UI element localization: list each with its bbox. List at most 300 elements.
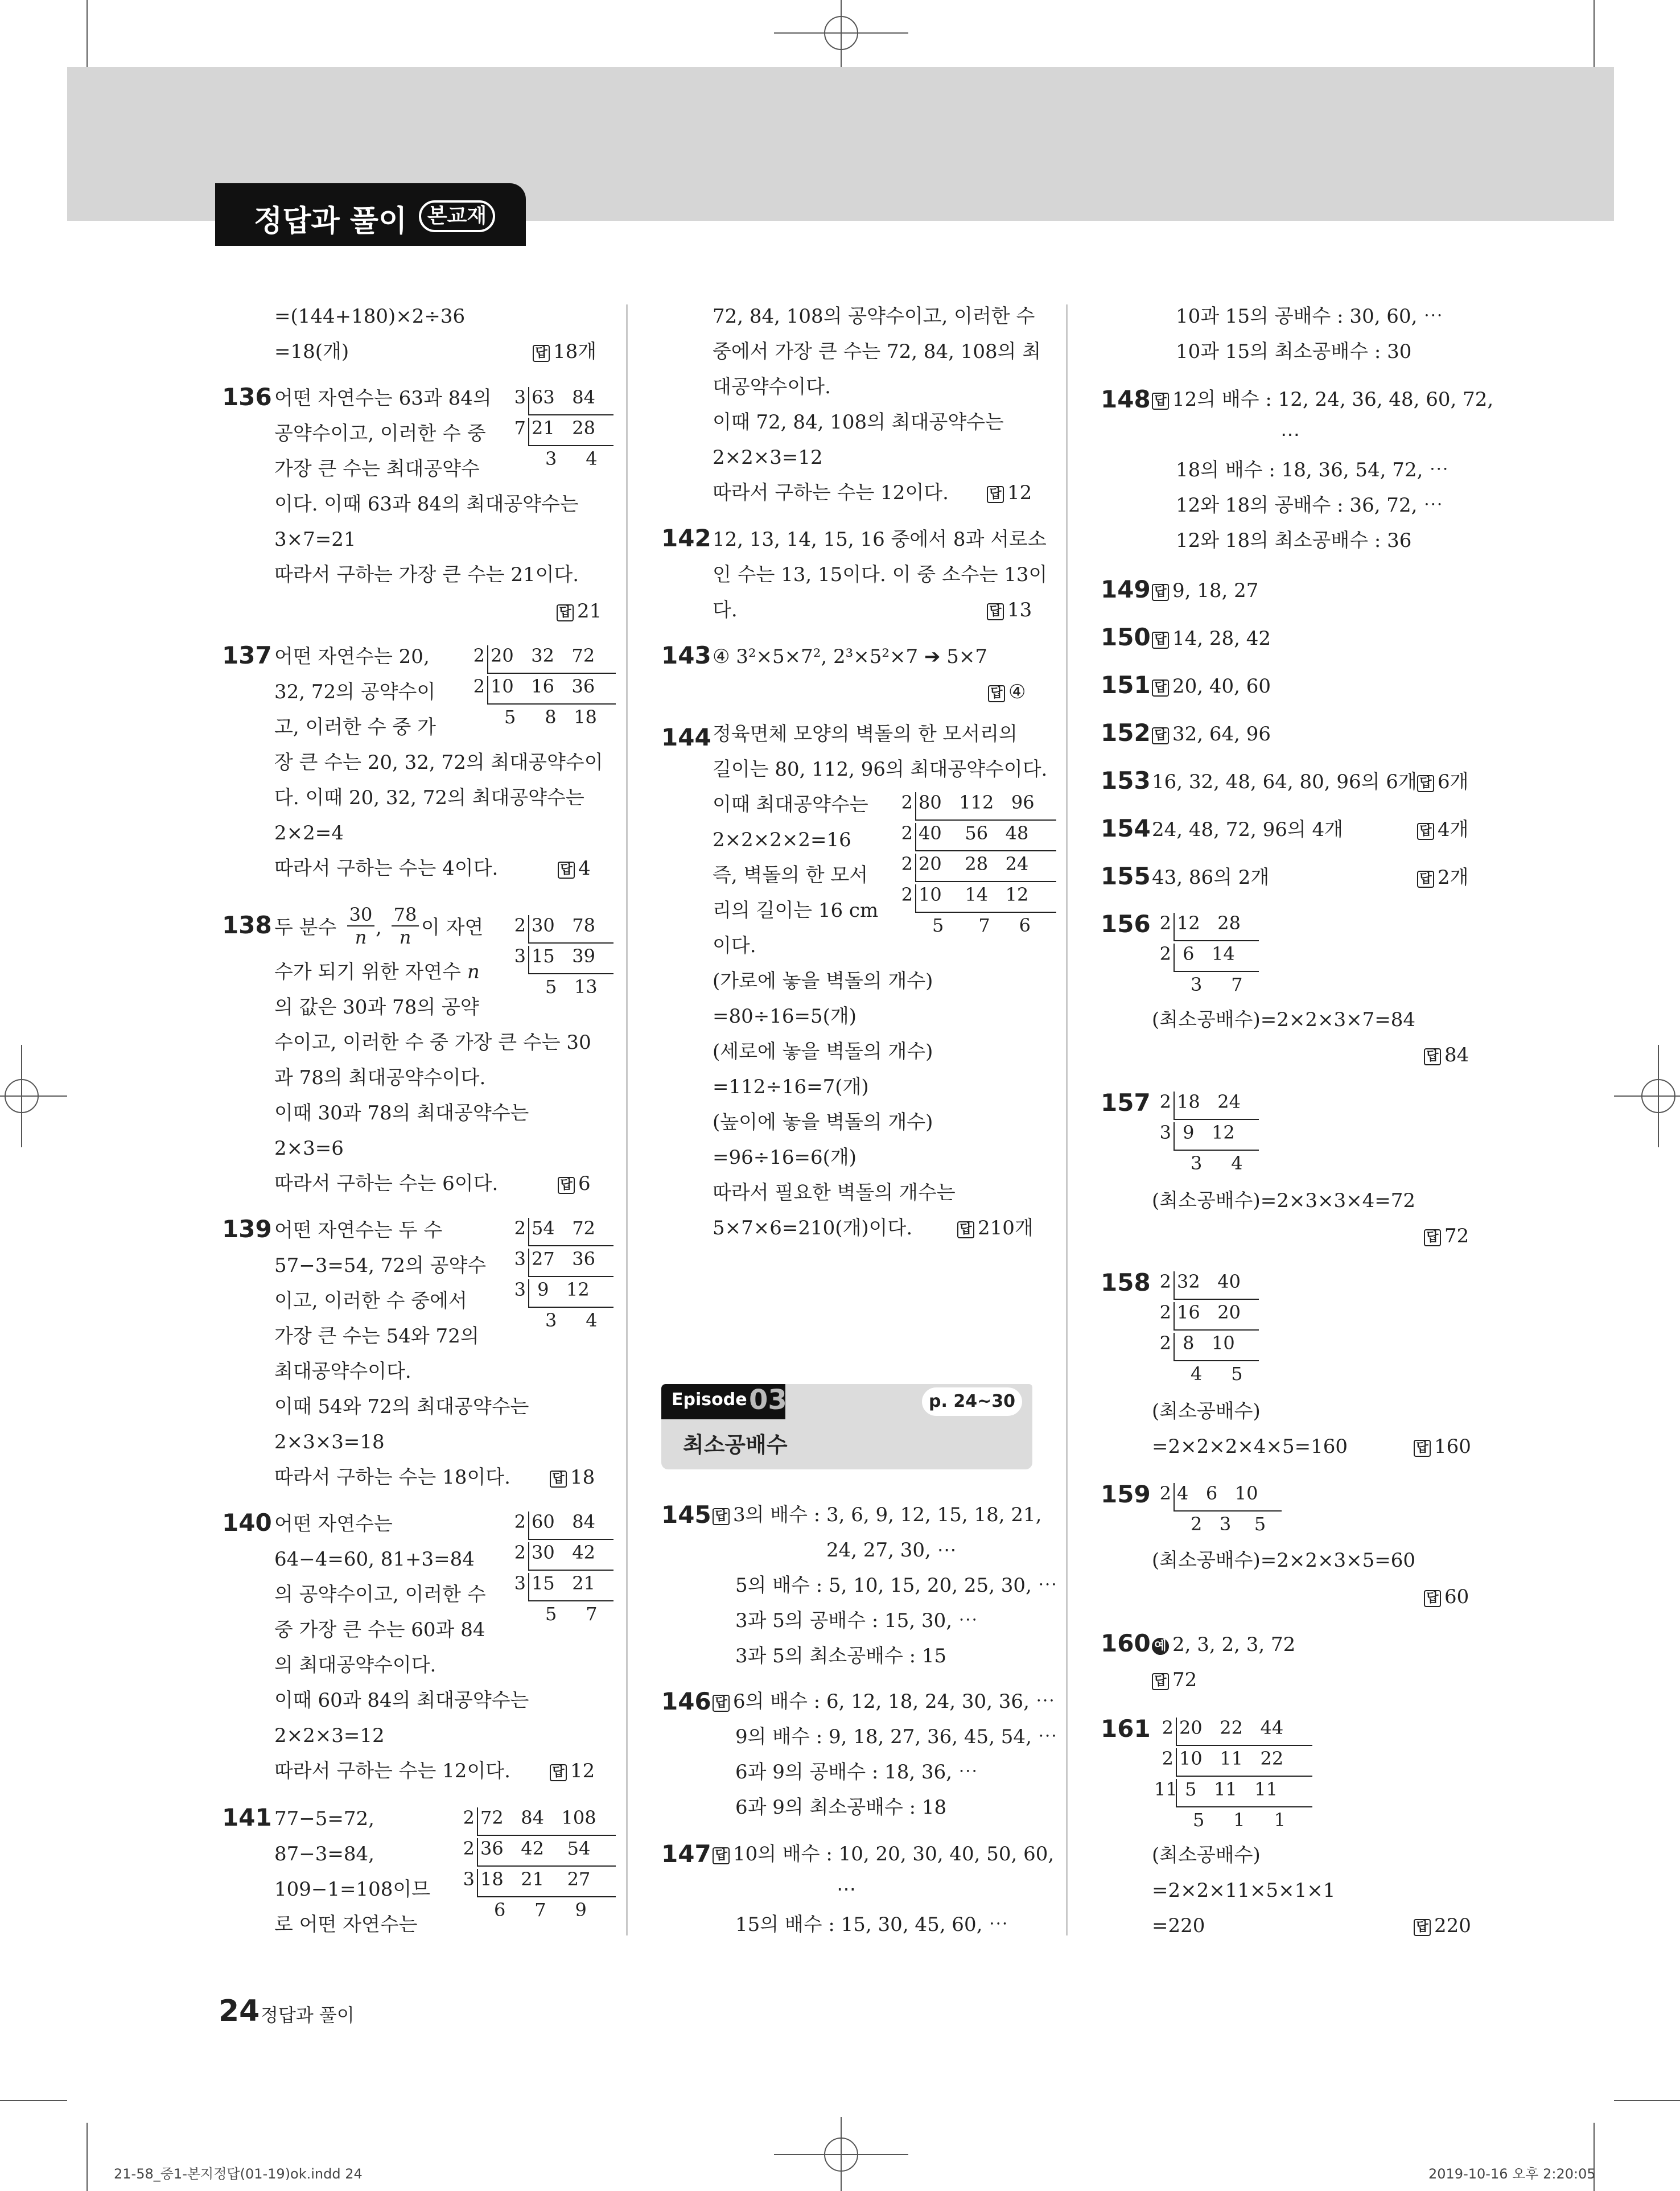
text-line: 따라서 구하는 가장 큰 수는 21이다. — [274, 563, 579, 586]
text-line: 따라서 필요한 벽돌의 개수는 — [713, 1181, 956, 1204]
problem-number: 143 — [661, 641, 711, 669]
text-line: 공약수이고, 이러한 수 중 — [274, 422, 486, 445]
text-line: 2×2=4 — [274, 822, 344, 845]
problem-number: 142 — [661, 524, 711, 552]
quotient-values: 12 28 — [1177, 912, 1241, 934]
quotient-values: 30 78 — [532, 915, 595, 936]
text-line: 18의 배수 : 18, 36, 54, 72, ⋯ — [1176, 459, 1449, 481]
division-row — [1152, 974, 1243, 1005]
text-line: =(144+180)×2÷36 — [274, 305, 466, 328]
answer — [1417, 866, 1468, 889]
text-line: 9의 배수 : 9, 18, 27, 36, 45, 54, ⋯ — [735, 1725, 1057, 1748]
division-underline — [528, 973, 613, 974]
answer-mark-icon: 답 — [550, 1764, 567, 1781]
text-line: 수이고, 이러한 수 중 가장 큰 수는 30 — [274, 1031, 591, 1054]
division-row — [1152, 1271, 1243, 1302]
text-span: 3의 배수 : 3, 6, 9, 12, 15, 18, 21, — [733, 1504, 1042, 1526]
text-span: 수가 되기 위한 자연수 — [274, 961, 462, 983]
division-underline — [477, 1896, 616, 1897]
quotient-values: 54 72 — [532, 1217, 595, 1239]
division-row — [1152, 1153, 1243, 1184]
text-line: ⋯ — [837, 1878, 856, 1901]
division-bracket — [528, 1279, 529, 1308]
answer-mark-icon: 답 — [987, 603, 1004, 620]
problem-number: 149 — [1101, 575, 1151, 603]
division-row — [455, 1838, 596, 1869]
answer-value: 84 — [1444, 1044, 1469, 1066]
division-bracket — [915, 884, 916, 913]
quotient-values: 20 32 72 — [491, 645, 595, 666]
crop-mark — [87, 2123, 88, 2191]
quotient-values: 16 20 — [1177, 1302, 1241, 1323]
text-line: 2×2×2×2=16 — [713, 829, 851, 851]
division-bracket — [1173, 913, 1175, 941]
text-span: 10의 배수 : 10, 20, 30, 40, 50, 60, — [733, 1843, 1055, 1865]
quotient-values: 4 6 10 — [1177, 1482, 1258, 1504]
answer-mark-icon: 답 — [1152, 632, 1169, 649]
text-line: 따라서 구하는 수는 4이다. — [274, 857, 499, 880]
text-line: 57−3=54, 72의 공약수 — [274, 1254, 487, 1277]
text-line: 32, 72의 공약수이 — [274, 681, 436, 703]
answer-value: 72 — [1444, 1225, 1469, 1247]
answer-mark-icon: 답 — [713, 1508, 730, 1525]
answer-value: 4개 — [1438, 818, 1469, 841]
quotient-values: 6 14 — [1177, 943, 1235, 965]
text-line: 2×2×3=12 — [713, 446, 823, 469]
division-bracket — [487, 676, 488, 705]
division-row — [507, 1310, 598, 1341]
division-bracket — [528, 418, 529, 446]
division-ladder — [507, 387, 598, 479]
division-row — [1154, 1810, 1286, 1840]
division-underline — [915, 912, 1056, 913]
answer-value: 12 — [570, 1760, 595, 1782]
division-row — [893, 915, 1035, 946]
problem-number: 147 — [661, 1840, 711, 1868]
division-ladder — [507, 915, 598, 1007]
text-line: 의 값은 30과 78의 공약 — [274, 996, 479, 1019]
division-row — [455, 1869, 596, 1900]
division-underline — [528, 1307, 613, 1308]
divisor: 2 — [901, 884, 913, 905]
division-underline — [477, 1835, 616, 1836]
division-row — [893, 823, 1035, 854]
text-line: 12와 18의 최소공배수 : 36 — [1176, 529, 1412, 552]
division-row — [507, 1604, 598, 1634]
text-line: 따라서 구하는 수는 12이다. — [713, 481, 949, 504]
answer-mark-icon: 답 — [957, 1221, 974, 1238]
problem-number: 144 — [661, 723, 711, 751]
division-bracket — [915, 854, 916, 882]
text-line — [713, 1690, 1055, 1713]
fraction — [347, 904, 374, 948]
divisor: 3 — [514, 1248, 526, 1270]
text-line: 대공약수이다. — [713, 376, 831, 398]
divisor: 3 — [1159, 1122, 1171, 1143]
answer-value: 21 — [577, 600, 602, 623]
problem-number: 160 — [1101, 1629, 1151, 1657]
division-underline — [477, 1865, 616, 1867]
divisor: 2 — [514, 1511, 526, 1533]
division-bracket — [477, 1869, 478, 1897]
answer-mark-icon: 답 — [987, 486, 1004, 503]
division-row — [455, 1807, 596, 1838]
quotient-values: 30 42 — [532, 1542, 595, 1563]
answer — [957, 1217, 1033, 1239]
problem-number: 155 — [1101, 862, 1151, 890]
text-line: 길이는 80, 112, 96의 최대공약수이다. — [713, 758, 1048, 781]
text-line: 이때 54와 72의 최대공약수는 — [274, 1395, 529, 1418]
text-span: 12의 배수 : 12, 24, 36, 48, 60, 72, — [1172, 388, 1494, 411]
text-line: 최대공약수이다. — [274, 1360, 411, 1383]
text-line: 5의 배수 : 5, 10, 15, 20, 25, 30, ⋯ — [735, 1574, 1057, 1597]
quotient-values: 80 112 96 — [919, 792, 1035, 813]
text-line: 2×3=6 — [274, 1137, 344, 1160]
text-line: 5×7×6=210(개)이다. — [713, 1217, 913, 1239]
division-row — [893, 854, 1035, 884]
quotient-values: 10 11 22 — [1179, 1748, 1284, 1769]
division-row — [466, 707, 597, 738]
division-ladder — [455, 1807, 596, 1930]
text-line: (높이에 놓을 벽돌의 개수) — [713, 1111, 933, 1134]
answer-value: 18 — [570, 1466, 595, 1489]
text-line: 이다. — [713, 934, 756, 957]
division-ladder — [507, 1512, 598, 1634]
answer — [987, 481, 1032, 504]
division-row — [1152, 944, 1243, 974]
text-line: 다. 이때 20, 32, 72의 최대공약수는 — [274, 786, 584, 809]
division-row — [1152, 1302, 1243, 1333]
text-line — [1152, 1633, 1295, 1656]
crop-mark — [87, 0, 88, 67]
divisor: 2 — [473, 645, 485, 666]
footer-label: 정답과 풀이 — [261, 2004, 355, 2026]
quotient-values: 18 21 27 — [480, 1868, 591, 1890]
division-underline — [1176, 1806, 1312, 1807]
divisor: 2 — [473, 676, 485, 697]
division-bracket — [487, 645, 488, 674]
registration-line — [841, 2117, 842, 2191]
answer-mark-icon: 답 — [558, 862, 575, 879]
divisor: 2 — [514, 1542, 526, 1563]
text-line: (가로에 놓을 벽돌의 개수) — [713, 970, 933, 992]
division-row — [507, 946, 598, 977]
answer-mark-icon: 답 — [1152, 584, 1169, 601]
division-bracket — [528, 1512, 529, 1540]
text-line: 24, 48, 72, 96의 4개 — [1152, 818, 1344, 841]
text-span: 20, 40, 60 — [1172, 675, 1271, 698]
fraction — [392, 904, 419, 948]
registration-line — [0, 1096, 67, 1097]
episode-number: 03 — [749, 1384, 787, 1416]
answer — [533, 340, 596, 363]
text-line: 가장 큰 수는 최대공약수 — [274, 458, 480, 480]
answer — [988, 681, 1026, 703]
division-row — [1154, 1718, 1286, 1748]
division-underline — [1173, 1510, 1282, 1512]
text-line: 다. — [713, 599, 738, 621]
divisor: 2 — [1162, 1717, 1173, 1739]
division-row — [455, 1900, 596, 1930]
divisor: 2 — [1159, 1482, 1171, 1504]
answer-value: 12 — [1007, 481, 1032, 504]
division-underline — [487, 673, 616, 674]
division-underline — [528, 1600, 613, 1601]
problem-number: 158 — [1101, 1269, 1151, 1296]
quotient-values: 5 8 18 — [504, 706, 597, 728]
text-line: 고, 이러한 수 중 가 — [274, 716, 436, 739]
quotient-values: 32 40 — [1177, 1271, 1241, 1292]
problem-number: 136 — [222, 383, 272, 411]
division-bracket — [477, 1807, 478, 1836]
quotient-values: 10 14 12 — [919, 884, 1029, 905]
text-line: 인 수는 13, 15이다. 이 중 소수는 13이 — [713, 563, 1048, 586]
division-bracket — [528, 1218, 529, 1246]
division-underline — [1173, 971, 1259, 972]
text-line: (최소공배수) — [1152, 1844, 1261, 1867]
division-underline — [915, 819, 1056, 821]
column-divider — [626, 304, 628, 1935]
example-mark-icon: 예 — [1152, 1638, 1169, 1655]
division-bracket — [1173, 1483, 1175, 1512]
division-row — [466, 645, 597, 676]
text-line: (최소공배수)=2×3×3×4=72 — [1152, 1189, 1415, 1212]
answer — [1417, 771, 1468, 793]
registration-line — [21, 1045, 22, 1147]
text-line: 어떤 자연수는 — [274, 1513, 393, 1535]
text-line: 16, 32, 48, 64, 80, 96의 6개 — [1152, 771, 1417, 793]
text-line: (최소공배수) — [1152, 1400, 1261, 1423]
divisor: 11 — [1154, 1778, 1177, 1800]
text-line: (세로에 놓을 벽돌의 개수) — [713, 1040, 933, 1063]
quotient-values: 3 4 — [1191, 1152, 1243, 1174]
answer — [1152, 1669, 1197, 1691]
episode-title: 최소공배수 — [683, 1432, 788, 1457]
problem-number: 150 — [1101, 623, 1151, 651]
divisor: 7 — [514, 417, 526, 439]
division-row — [466, 676, 597, 707]
division-ladder — [1152, 1483, 1266, 1545]
text-line: 로 어떤 자연수는 — [274, 1913, 418, 1936]
quotient-values: 18 24 — [1177, 1091, 1241, 1113]
text-line — [713, 1843, 1054, 1865]
text-line: 이때 60과 84의 최대공약수는 — [274, 1689, 529, 1712]
divisor: 2 — [901, 792, 913, 813]
answer — [1424, 1585, 1469, 1608]
quotient-values: 9 12 — [1177, 1122, 1235, 1143]
text-line: 3과 5의 최소공배수 : 15 — [735, 1645, 947, 1667]
division-ladder — [466, 645, 597, 738]
text-line — [1152, 723, 1271, 746]
text-line: 10과 15의 공배수 : 30, 60, ⋯ — [1176, 305, 1443, 328]
division-row — [893, 792, 1035, 823]
divisor: 2 — [901, 853, 913, 875]
division-ladder — [1152, 1092, 1243, 1184]
answer-mark-icon: 답 — [1414, 1919, 1431, 1936]
division-row — [1152, 1514, 1266, 1545]
divisor: 3 — [514, 386, 526, 408]
registration-line — [1658, 1045, 1659, 1147]
divisor: 2 — [514, 915, 526, 936]
division-row — [507, 1512, 598, 1542]
answer-mark-icon: 답 — [550, 1471, 567, 1488]
text-line: =2×2×11×5×1×1 — [1152, 1879, 1336, 1902]
problem-number: 146 — [661, 1687, 711, 1715]
problem-number: 138 — [222, 911, 272, 939]
division-bracket — [1173, 1092, 1175, 1120]
registration-line — [1614, 1096, 1680, 1097]
text-line: ⋯ — [1280, 423, 1300, 446]
answer-value: 13 — [1007, 599, 1032, 621]
text-line — [713, 1504, 1042, 1526]
episode-pages: p. 24~30 — [922, 1387, 1022, 1416]
division-bracket — [528, 1573, 529, 1601]
answer-mark-icon: 답 — [558, 1177, 575, 1194]
answer-mark-icon: 답 — [1152, 679, 1169, 697]
text-line: =2×2×2×4×5=160 — [1152, 1435, 1348, 1458]
division-row — [507, 1573, 598, 1604]
division-bracket — [1173, 1271, 1175, 1300]
text-line: =18(개) — [274, 340, 349, 363]
division-underline — [528, 942, 613, 944]
text-line — [274, 961, 480, 983]
text-line: 중 가장 큰 수는 60과 84 — [274, 1618, 485, 1641]
divisor: 3 — [514, 1572, 526, 1594]
division-row — [507, 448, 598, 479]
quotient-values: 8 10 — [1177, 1332, 1235, 1354]
division-bracket — [1176, 1718, 1177, 1746]
answer-value: 6 — [578, 1172, 591, 1195]
division-row — [1152, 1333, 1243, 1364]
answer-mark-icon: 답 — [1414, 1440, 1431, 1457]
answer-value: 4 — [578, 857, 591, 880]
division-row — [1152, 913, 1243, 944]
text-line: 중에서 가장 큰 수는 72, 84, 108의 최 — [713, 340, 1041, 363]
quotient-values: 5 13 — [545, 976, 598, 998]
division-row — [507, 977, 598, 1007]
problem-number: 137 — [222, 641, 272, 669]
text-line: 12, 13, 14, 15, 16 중에서 8과 서로소 — [713, 528, 1047, 551]
answer — [550, 1466, 595, 1489]
divisor: 2 — [463, 1838, 475, 1859]
division-ladder — [1152, 913, 1243, 1005]
text-line: 이때 72, 84, 108의 최대공약수는 — [713, 411, 1004, 434]
text-line: 의 최대공약수이다. — [274, 1654, 437, 1677]
quotient-values: 3 7 — [1191, 974, 1243, 995]
answer — [1414, 1435, 1471, 1458]
division-bracket — [528, 915, 529, 944]
division-bracket — [1173, 944, 1175, 972]
answer-mark-icon: 답 — [988, 685, 1005, 702]
text-line: =220 — [1152, 1914, 1205, 1937]
division-row — [507, 1279, 598, 1310]
answer-mark-icon: 답 — [1417, 775, 1434, 792]
divisor: 2 — [1159, 1302, 1171, 1323]
text-line: 43, 86의 2개 — [1152, 866, 1270, 889]
text-line: 어떤 자연수는 63과 84의 — [274, 387, 492, 410]
division-bracket — [477, 1838, 478, 1867]
problem-number: 161 — [1101, 1715, 1151, 1743]
division-bracket — [1173, 1333, 1175, 1361]
quotient-values: 63 84 — [532, 386, 595, 408]
answer-mark-icon: 답 — [1152, 1673, 1169, 1690]
division-row — [507, 1249, 598, 1279]
divisor: 2 — [1159, 1332, 1171, 1354]
division-underline — [528, 1539, 613, 1540]
division-underline — [1173, 1360, 1259, 1361]
text-line: 2×2×3=12 — [274, 1724, 385, 1747]
divisor: 2 — [1159, 1091, 1171, 1113]
answer-mark-icon: 답 — [713, 1695, 730, 1712]
text-line: 12와 18의 공배수 : 36, 72, ⋯ — [1176, 494, 1443, 517]
division-underline — [915, 881, 1056, 882]
text-line — [1152, 627, 1271, 650]
text-line — [1152, 579, 1258, 602]
text-line: 64−4=60, 81+3=84 — [274, 1548, 475, 1571]
print-timestamp: 2019-10-16 오후 2:20:05 — [1428, 2166, 1596, 2182]
answer-mark-icon: 답 — [1424, 1048, 1441, 1065]
text-span: 9, 18, 27 — [1172, 579, 1259, 602]
problem-number: 152 — [1101, 719, 1151, 747]
text-line: =112÷16=7(개) — [713, 1076, 869, 1098]
registration-line — [841, 0, 842, 67]
quotient-values: 3 4 — [545, 448, 598, 470]
divisor: 3 — [463, 1868, 475, 1890]
text-line: 24, 27, 30, ⋯ — [826, 1539, 957, 1562]
problem-number: 157 — [1101, 1089, 1151, 1117]
answer — [558, 1172, 591, 1195]
crop-mark — [0, 2100, 67, 2101]
page-title: 정답과 풀이 — [254, 204, 407, 238]
division-bracket — [915, 823, 916, 851]
answer-value: 210개 — [978, 1217, 1033, 1239]
text-line: 이때 최대공약수는 — [713, 793, 868, 816]
division-row — [507, 1542, 598, 1573]
divisor: 2 — [1159, 943, 1171, 965]
division-underline — [1173, 1119, 1259, 1120]
quotient-values: 60 84 — [532, 1511, 595, 1533]
quotient-values: 5 7 — [545, 1603, 598, 1625]
division-row — [1154, 1779, 1286, 1810]
division-underline — [1173, 1150, 1259, 1151]
text-line: 어떤 자연수는 두 수 — [274, 1219, 443, 1242]
answer-value: 160 — [1434, 1435, 1471, 1458]
text-line: 109−1=108이므 — [274, 1878, 431, 1901]
answer — [550, 1760, 595, 1782]
division-row — [1152, 1092, 1243, 1122]
division-underline — [528, 445, 613, 446]
division-underline — [528, 1245, 613, 1246]
answer-value: 6개 — [1438, 771, 1469, 793]
header-badge: 본교재 — [419, 200, 495, 232]
division-row — [1152, 1364, 1243, 1394]
text-line: ④ 3²×5×7², 2³×5²×7 ➔ 5×7 — [713, 645, 988, 668]
division-row — [893, 884, 1035, 915]
text-line: 3과 5의 공배수 : 15, 30, ⋯ — [735, 1609, 978, 1632]
answer-mark-icon: 답 — [713, 1847, 730, 1864]
division-bracket — [528, 1249, 529, 1277]
text-line: 즉, 벽돌의 한 모서 — [713, 864, 868, 887]
problem-number: 148 — [1101, 385, 1151, 413]
text-line: 따라서 구하는 수는 18이다. — [274, 1466, 510, 1489]
division-underline — [528, 414, 613, 415]
quotient-values: 15 21 — [532, 1572, 595, 1594]
answer-value: 60 — [1444, 1585, 1469, 1608]
division-bracket — [915, 792, 916, 821]
division-underline — [487, 703, 616, 705]
quotient-values: 3 4 — [545, 1309, 598, 1331]
division-bracket — [528, 946, 529, 974]
